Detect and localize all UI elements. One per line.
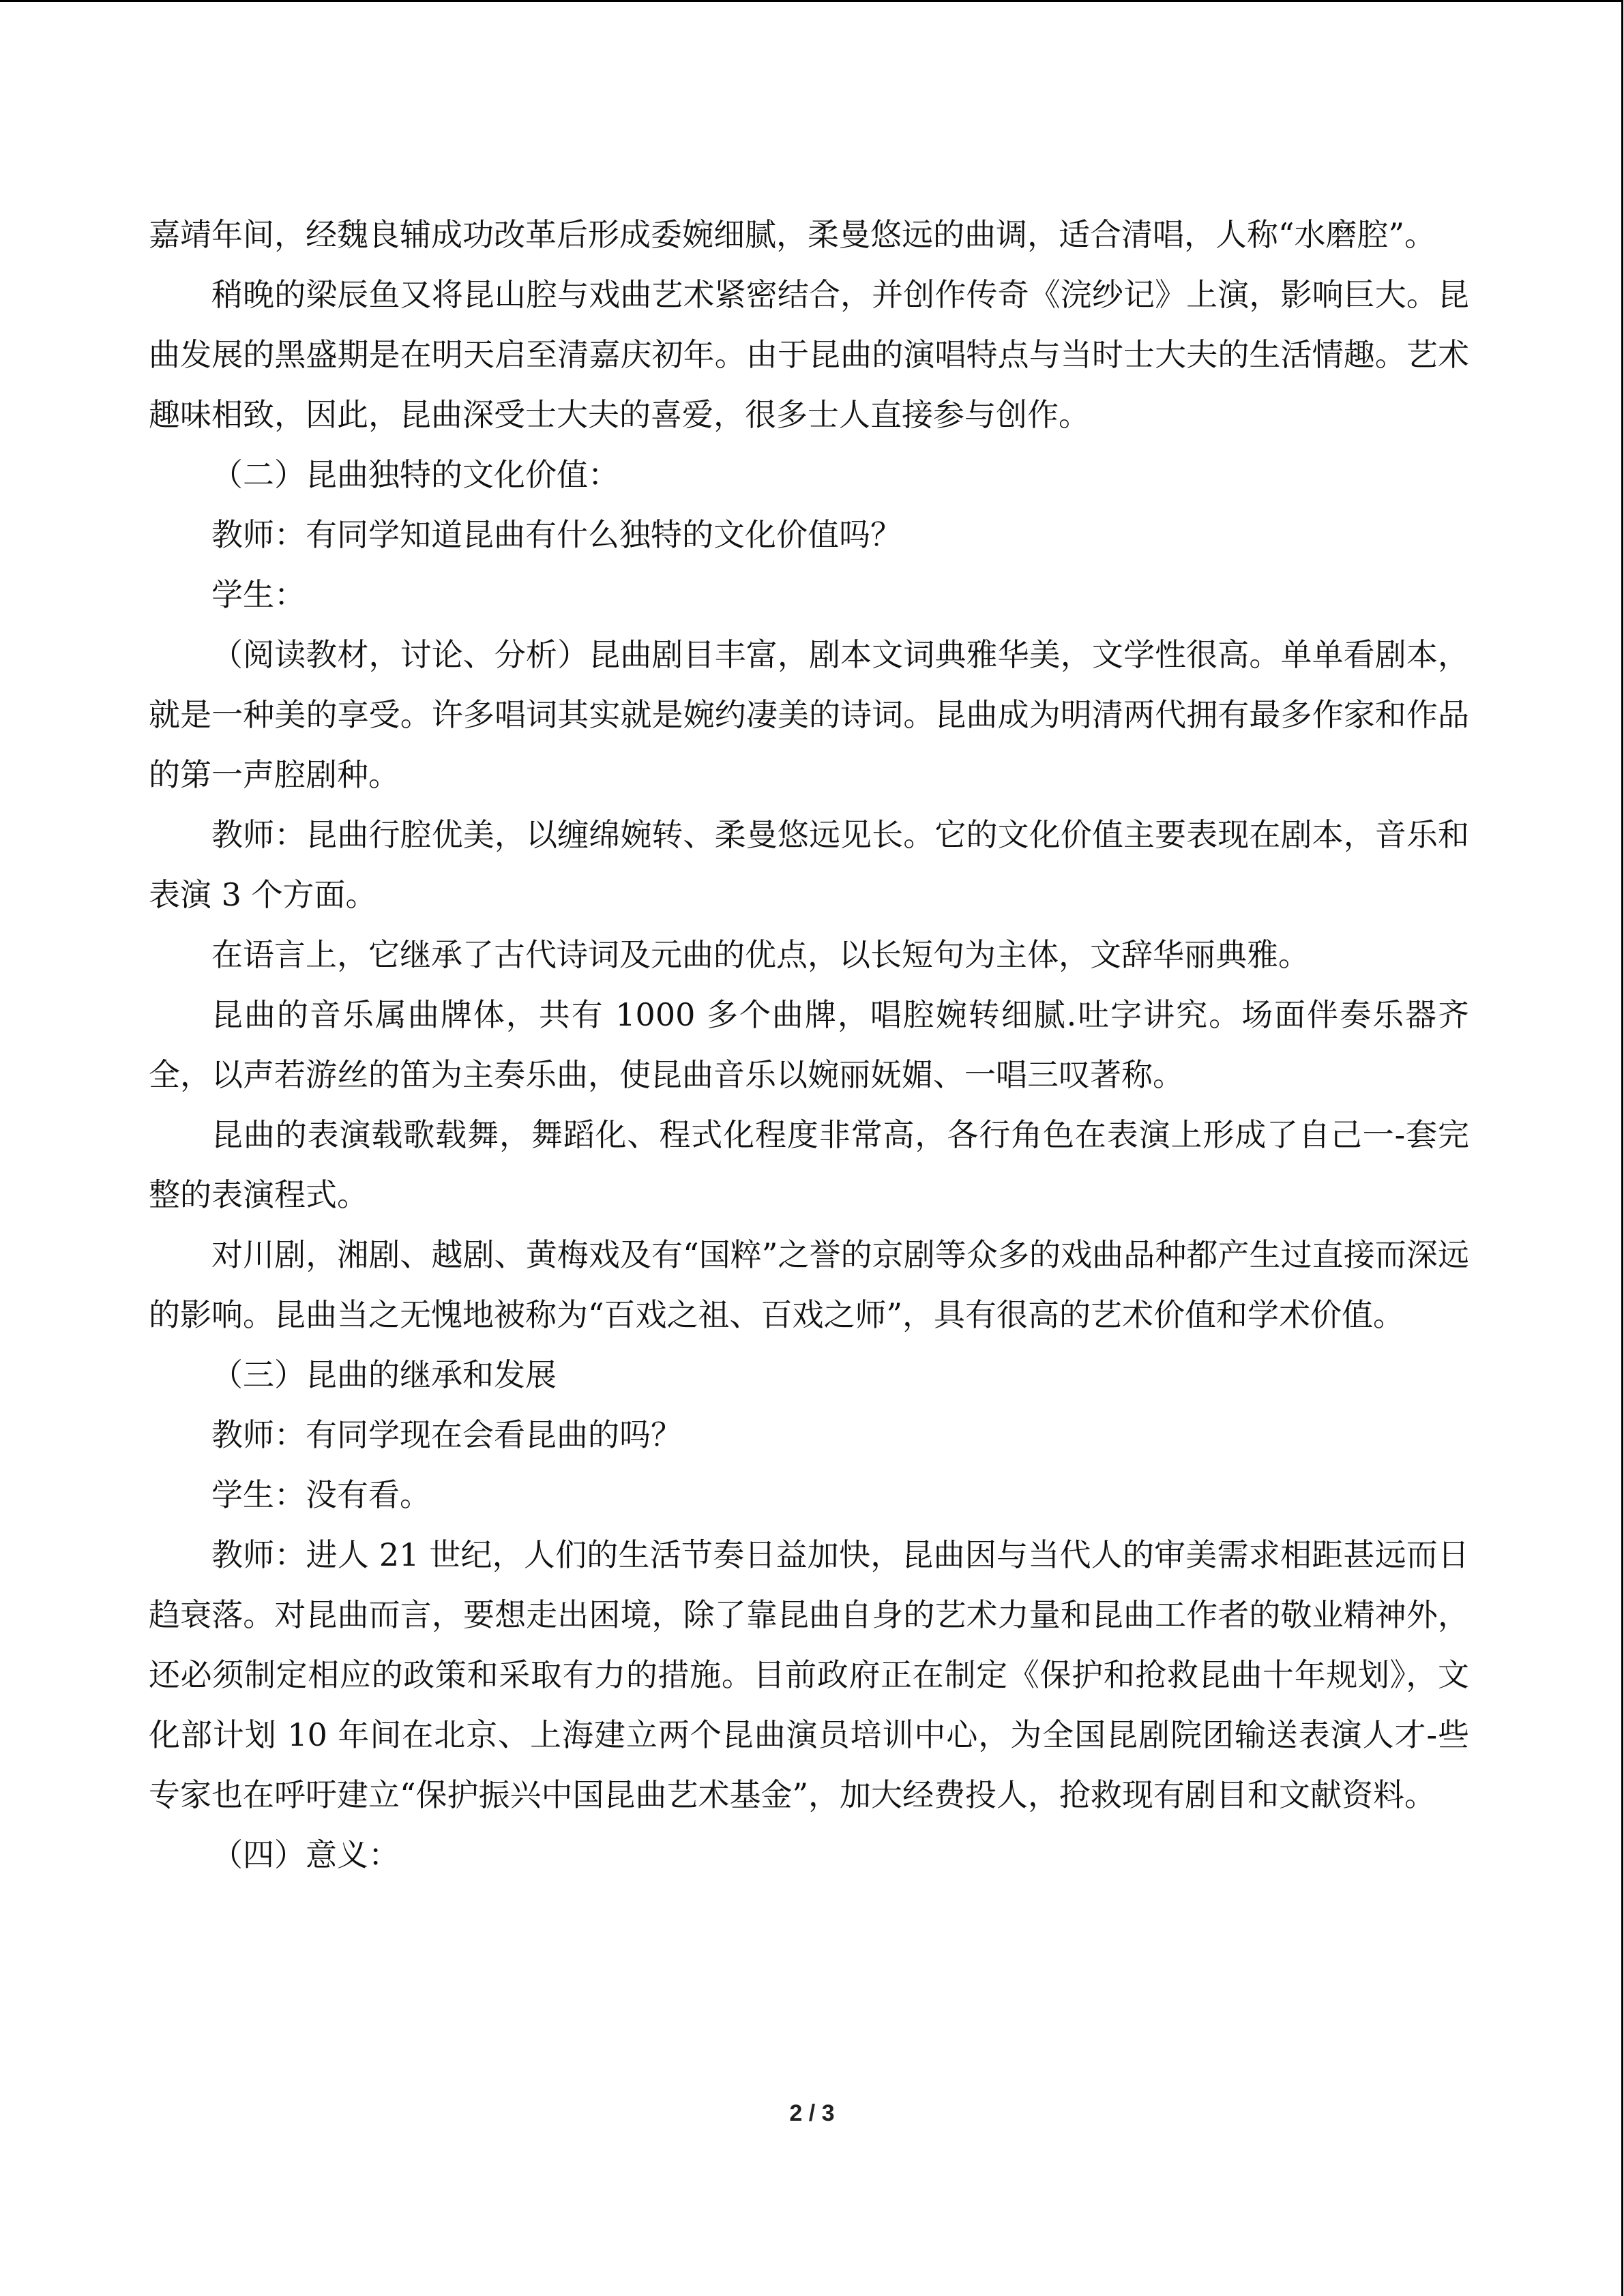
page-number: 2 / 3 [789,2100,835,2126]
paragraph-2: 稍晚的梁辰鱼又将昆山腔与戏曲艺术紧密结合，并创作传奇《浣纱记》上演，影响巨大。昆曲发展的黑盛期是在明天启至清嘉庆初年。由于昆曲的演唱特点与当时士大夫的生活情趣。艺术趣味相致，因此，昆曲深受士大夫的喜爱，很多士人直接参与创作。 [149,276,1469,433]
section-heading-2: （二）昆曲独特的文化价值： [211,456,619,493]
paragraph-music: 昆曲的音乐属曲牌体，共有 1000 多个曲牌，唱腔婉转细腻.吐字讲究。场面伴奏乐器齐全，以声若游丝的笛为主奏乐曲，使昆曲音乐以婉丽妩媚、一唱三叹著称。 [149,996,1469,1093]
paragraph-language: 在语言上，它继承了古代诗词及元曲的优点，以长短句为主体，文辞华丽典雅。 [211,936,1310,973]
paragraph-teacher-question-1: 教师：有同学知道昆曲有什么独特的文化价值吗？ [211,516,902,553]
paragraph-teacher-development: 教师：进人 21 世纪，人们的生活节奏日益加快，昆曲因与当代人的审美需求相距甚远而日趋衰落。对昆曲而言，要想走出困境，除了靠昆曲自身的艺术力量和昆曲工作者的敬业精神外，还必须制定相应的政策和采取有力的措施。目前政府正在制定《保护和抢救昆曲十年规划》，文化部计划 10 年间在北京、上海建立两个昆曲演员培训中心，为全国昆剧院团输送表演人才-些专家也在呼吁建立“保护振兴中国昆曲艺术基金”，加大经费投人，抢救现有剧目和文献资料。 [149,1536,1469,1813]
section-heading-4: （四）意义： [211,1836,400,1873]
page-right-border [1621,0,1623,2296]
paragraph-teacher-explanation: 教师：昆曲行腔优美，以缠绵婉转、柔曼悠远见长。它的文化价值主要表现在剧本，音乐和表演 3 个方面。 [149,816,1469,913]
paragraph-1: 嘉靖年间，经魏良辅成功改革后形成委婉细腻，柔曼悠远的曲调，适合清唱，人称“水磨腔”。 [149,216,1436,253]
paragraph-performance: 昆曲的表演载歌载舞，舞蹈化、程式化程度非常高，各行角色在表演上形成了自己一-套完整的表演程式。 [149,1116,1469,1213]
paragraph-influence: 对川剧，湘剧、越剧、黄梅戏及有“国粹”之誉的京剧等众多的戏曲品种都产生过直接而深远的影响。昆曲当之无愧地被称为“百戏之祖、百戏之师”，具有很高的艺术价值和学术价值。 [149,1236,1469,1333]
paragraph-teacher-question-2: 教师：有同学现在会看昆曲的吗？ [211,1416,682,1453]
document-body [149,205,1469,1885]
section-heading-3: （三）昆曲的继承和发展 [211,1356,557,1393]
paragraph-student-label: 学生： [211,576,306,613]
paragraph-student-answer: （阅读教材，讨论、分析）昆曲剧目丰富，剧本文词典雅华美，文学性很高。单单看剧本，就是一种美的享受。许多唱词其实就是婉约凄美的诗词。昆曲成为明清两代拥有最多作家和作品的第一声腔剧种。 [149,636,1469,793]
page-top-border [0,0,1622,2]
paragraph-student-reply: 学生：没有看。 [211,1476,431,1513]
